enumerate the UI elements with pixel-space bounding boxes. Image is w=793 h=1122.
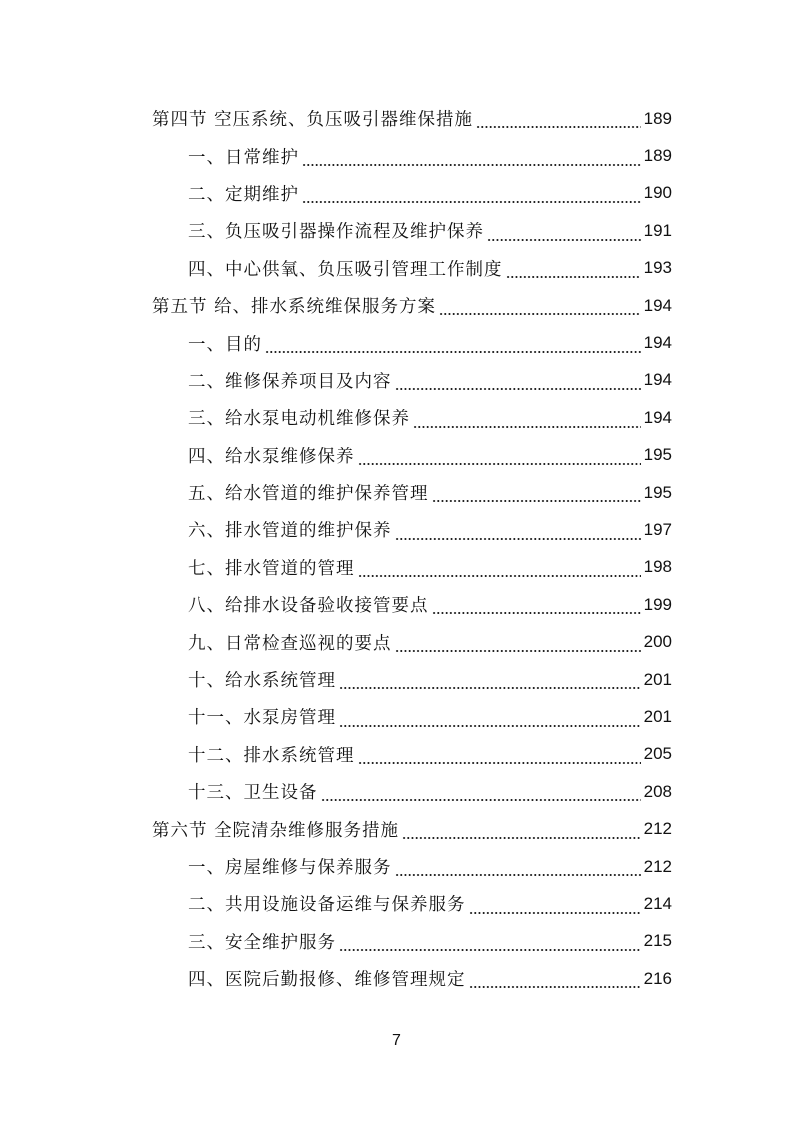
toc-entry-title: 第五节 给、排水系统维保服务方案 <box>152 297 437 318</box>
toc-leader <box>469 912 641 914</box>
toc-entry[interactable] <box>0 287 793 324</box>
toc-leader <box>358 575 641 577</box>
toc-entry-page: 195 <box>643 445 672 465</box>
toc-leader <box>395 874 641 876</box>
toc-entry[interactable] <box>0 511 793 548</box>
toc-entry-title: 九、日常检查巡视的要点 <box>188 633 392 654</box>
toc-entry-page: 199 <box>643 594 672 614</box>
toc-entry[interactable] <box>0 175 793 212</box>
toc-leader <box>321 799 641 801</box>
toc-entry[interactable] <box>0 100 793 137</box>
toc-entry-page: 214 <box>643 893 672 913</box>
toc-leader <box>302 164 641 166</box>
toc-entry-page: 194 <box>643 333 672 353</box>
toc-entry[interactable] <box>0 437 793 474</box>
toc-entry-title: 五、给水管道的维护保养管理 <box>188 484 429 505</box>
toc-entry-page: 190 <box>643 183 672 203</box>
toc-entry[interactable] <box>0 250 793 287</box>
toc-entry-title: 四、给水泵维修保养 <box>188 446 355 467</box>
toc-entry-title: 三、负压吸引器操作流程及维护保养 <box>188 222 484 243</box>
toc-entry[interactable] <box>0 923 793 960</box>
toc-entry[interactable] <box>0 324 793 361</box>
toc-entry-title: 八、给排水设备验收接管要点 <box>188 596 429 617</box>
toc-entry-page: 195 <box>643 482 672 502</box>
toc-entry-title: 二、维修保养项目及内容 <box>188 371 392 392</box>
toc-entry[interactable] <box>0 810 793 847</box>
toc-entry-page: 215 <box>643 931 672 951</box>
toc-leader <box>439 313 641 315</box>
page-number: 7 <box>392 1032 401 1049</box>
toc-entry[interactable] <box>0 212 793 249</box>
toc-leader <box>487 239 641 241</box>
toc-leader <box>432 500 641 502</box>
toc-entry-title: 六、排水管道的维护保养 <box>188 521 392 542</box>
toc-entry-title: 一、房屋维修与保养服务 <box>188 858 392 878</box>
toc-leader <box>339 949 641 951</box>
toc-entry-page: 189 <box>643 108 672 128</box>
toc-entry[interactable] <box>0 773 793 810</box>
toc-entry-page: 194 <box>643 295 672 315</box>
toc-entry-title: 十、给水系统管理 <box>188 671 336 692</box>
toc-entry[interactable] <box>0 885 793 922</box>
toc-entry-title: 二、共用设施设备运维与保养服务 <box>188 895 466 916</box>
toc-entry-title: 十一、水泵房管理 <box>188 708 336 729</box>
toc-entry-title: 二、定期维护 <box>188 184 299 205</box>
toc-entry[interactable] <box>0 698 793 735</box>
toc-entry-title: 四、医院后勤报修、维修管理规定 <box>188 970 466 991</box>
toc-entry[interactable] <box>0 549 793 586</box>
toc-leader <box>476 126 641 128</box>
toc-entry-title: 三、给水泵电动机维修保养 <box>188 409 410 430</box>
table-of-contents <box>0 100 793 997</box>
toc-entry-page: 194 <box>643 407 672 427</box>
toc-entry-page: 189 <box>643 146 672 166</box>
toc-entry-page: 212 <box>643 856 672 876</box>
toc-entry[interactable] <box>0 661 793 698</box>
toc-entry-title: 三、安全维护服务 <box>188 932 336 953</box>
toc-entry-title: 十二、排水系统管理 <box>188 745 355 766</box>
toc-entry[interactable] <box>0 399 793 436</box>
toc-leader <box>339 687 641 689</box>
toc-entry-title: 四、中心供氧、负压吸引管理工作制度 <box>188 259 503 280</box>
toc-leader <box>395 388 641 390</box>
toc-entry[interactable] <box>0 623 793 660</box>
toc-entry-page: 212 <box>643 819 672 839</box>
toc-leader <box>395 538 641 540</box>
toc-entry-title: 第四节 空压系统、负压吸引器维保措施 <box>152 110 474 131</box>
toc-entry[interactable] <box>0 960 793 997</box>
toc-entry-page: 205 <box>643 744 672 764</box>
toc-entry-page: 200 <box>643 632 672 652</box>
toc-entry-page: 193 <box>643 258 672 278</box>
toc-entry-page: 201 <box>643 669 672 689</box>
toc-leader <box>432 612 641 614</box>
toc-leader <box>358 463 641 465</box>
toc-entry[interactable] <box>0 848 793 885</box>
toc-leader <box>506 276 641 278</box>
toc-entry[interactable] <box>0 362 793 399</box>
toc-leader <box>395 650 641 652</box>
toc-entry-title: 一、目的 <box>188 334 262 355</box>
toc-leader <box>302 201 641 203</box>
toc-leader <box>339 725 641 727</box>
toc-leader <box>358 762 641 764</box>
toc-entry-title: 第六节 全院清杂维修服务措施 <box>152 820 400 841</box>
toc-entry[interactable] <box>0 736 793 773</box>
toc-entry-page: 194 <box>643 370 672 390</box>
toc-leader <box>413 426 641 428</box>
toc-entry-page: 191 <box>643 220 672 240</box>
toc-entry-page: 198 <box>643 557 672 577</box>
toc-entry-title: 七、排水管道的管理 <box>188 558 355 579</box>
toc-entry-page: 197 <box>643 519 672 539</box>
toc-entry-page: 201 <box>643 706 672 726</box>
toc-leader <box>469 986 641 988</box>
toc-leader <box>265 351 641 353</box>
toc-entry-page: 208 <box>643 781 672 801</box>
toc-entry-title: 一、日常维护 <box>188 147 299 168</box>
toc-leader <box>402 837 641 839</box>
toc-entry-page: 216 <box>643 968 672 988</box>
toc-entry[interactable] <box>0 586 793 623</box>
toc-entry[interactable] <box>0 137 793 174</box>
toc-entry-title: 十三、卫生设备 <box>188 783 318 804</box>
toc-entry[interactable] <box>0 474 793 511</box>
